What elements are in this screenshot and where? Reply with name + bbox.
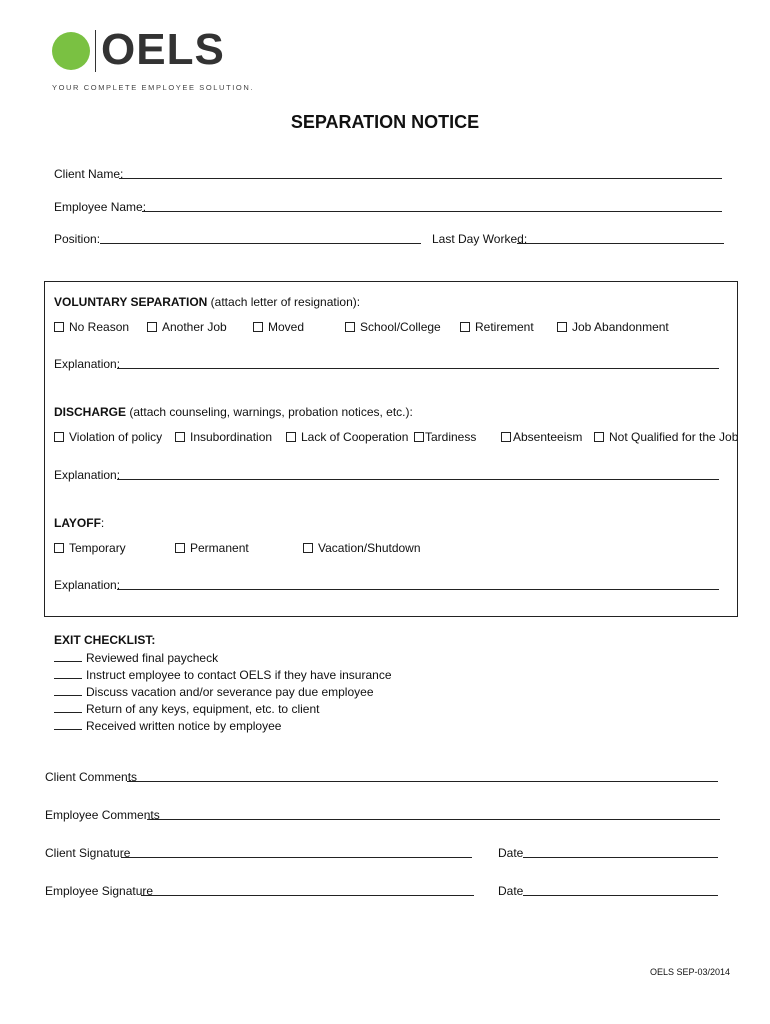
checkbox-lack-of-cooperation[interactable]: Lack of Cooperation — [286, 430, 408, 444]
employee-date-label: Date — [498, 884, 524, 898]
logo-divider — [95, 30, 96, 72]
logo-tagline: YOUR COMPLETE EMPLOYEE SOLUTION. — [52, 83, 255, 92]
layoff-heading: LAYOFF: — [54, 516, 105, 530]
checkbox-icon[interactable] — [345, 322, 355, 332]
employee-comments-field[interactable] — [147, 819, 720, 820]
checkbox-icon[interactable] — [54, 543, 64, 553]
employee-name-field[interactable] — [142, 211, 722, 212]
checklist-blank[interactable] — [54, 703, 82, 713]
client-comments-label: Client Comments — [45, 770, 138, 784]
checkbox-temporary[interactable]: Temporary — [54, 541, 126, 555]
checkbox-icon[interactable] — [54, 322, 64, 332]
last-day-worked-label: Last Day Worked: — [432, 232, 528, 246]
checkbox-school-college[interactable]: School/College — [345, 320, 441, 334]
checklist-item[interactable]: Received written notice by employee — [54, 719, 281, 733]
form-code: OELS SEP-03/2014 — [650, 967, 731, 977]
checkbox-icon[interactable] — [175, 543, 185, 553]
checkbox-icon[interactable] — [175, 432, 185, 442]
checkbox-icon[interactable] — [286, 432, 296, 442]
checkbox-tardiness[interactable]: Tardiness — [414, 430, 476, 444]
employee-signature-label: Employee Signature — [45, 884, 154, 898]
checklist-item[interactable]: Instruct employee to contact OELS if they have insurance — [54, 668, 392, 682]
checkbox-icon[interactable] — [147, 322, 157, 332]
discharge-heading: DISCHARGE (attach counseling, warnings, probation notices, etc.): — [54, 405, 413, 419]
checkbox-not-qualified[interactable]: Not Qualified for the Job — [594, 430, 738, 444]
checkbox-another-job[interactable]: Another Job — [147, 320, 227, 334]
checkbox-moved[interactable]: Moved — [253, 320, 304, 334]
checkbox-vacation-shutdown[interactable]: Vacation/Shutdown — [303, 541, 421, 555]
discharge-explanation-label: Explanation: — [54, 468, 121, 482]
checkbox-absenteeism[interactable]: Absenteeism — [501, 430, 582, 444]
checklist-item[interactable]: Reviewed final paycheck — [54, 651, 218, 665]
checkbox-icon[interactable] — [594, 432, 604, 442]
checkbox-icon[interactable] — [54, 432, 64, 442]
client-name-label: Client Name: — [54, 167, 124, 181]
logo-circle-icon — [52, 32, 90, 70]
discharge-explanation-field[interactable] — [117, 479, 719, 480]
client-signature-field[interactable] — [121, 857, 472, 858]
page-title: SEPARATION NOTICE — [290, 112, 480, 132]
checkbox-permanent[interactable]: Permanent — [175, 541, 249, 555]
employee-comments-label: Employee Comments — [45, 808, 160, 822]
checkbox-icon[interactable] — [303, 543, 313, 553]
client-name-field[interactable] — [119, 178, 722, 179]
position-field[interactable] — [100, 243, 421, 244]
checkbox-violation-of-policy[interactable]: Violation of policy — [54, 430, 162, 444]
client-signature-label: Client Signature — [45, 846, 131, 860]
client-date-label: Date — [498, 846, 524, 860]
checkbox-no-reason[interactable]: No Reason — [54, 320, 129, 334]
position-label: Position: — [54, 232, 101, 246]
checkbox-icon[interactable] — [460, 322, 470, 332]
checklist-blank[interactable] — [54, 669, 82, 679]
checkbox-retirement[interactable]: Retirement — [460, 320, 534, 334]
checklist-item[interactable]: Return of any keys, equipment, etc. to client — [54, 702, 319, 716]
checkbox-icon[interactable] — [414, 432, 424, 442]
voluntary-separation-heading: VOLUNTARY SEPARATION (attach letter of resignation): — [54, 295, 361, 309]
layoff-explanation-field[interactable] — [117, 589, 719, 590]
voluntary-explanation-label: Explanation: — [54, 357, 121, 371]
exit-checklist-heading: EXIT CHECKLIST: — [54, 633, 156, 647]
employee-signature-field[interactable] — [141, 895, 474, 896]
checklist-blank[interactable] — [54, 652, 82, 662]
checklist-blank[interactable] — [54, 720, 82, 730]
voluntary-explanation-field[interactable] — [117, 368, 719, 369]
client-comments-field[interactable] — [127, 781, 718, 782]
last-day-worked-field[interactable] — [517, 243, 724, 244]
checkbox-job-abandonment[interactable]: Job Abandonment — [557, 320, 669, 334]
checkbox-icon[interactable] — [501, 432, 511, 442]
checklist-item[interactable]: Discuss vacation and/or severance pay due employee — [54, 685, 374, 699]
employee-date-field[interactable] — [523, 895, 718, 896]
employee-name-label: Employee Name: — [54, 200, 147, 214]
checklist-blank[interactable] — [54, 686, 82, 696]
checkbox-insubordination[interactable]: Insubordination — [175, 430, 272, 444]
layoff-explanation-label: Explanation: — [54, 578, 121, 592]
logo-wordmark: OELS — [101, 25, 225, 74]
checkbox-icon[interactable] — [557, 322, 567, 332]
checkbox-icon[interactable] — [253, 322, 263, 332]
client-date-field[interactable] — [523, 857, 718, 858]
